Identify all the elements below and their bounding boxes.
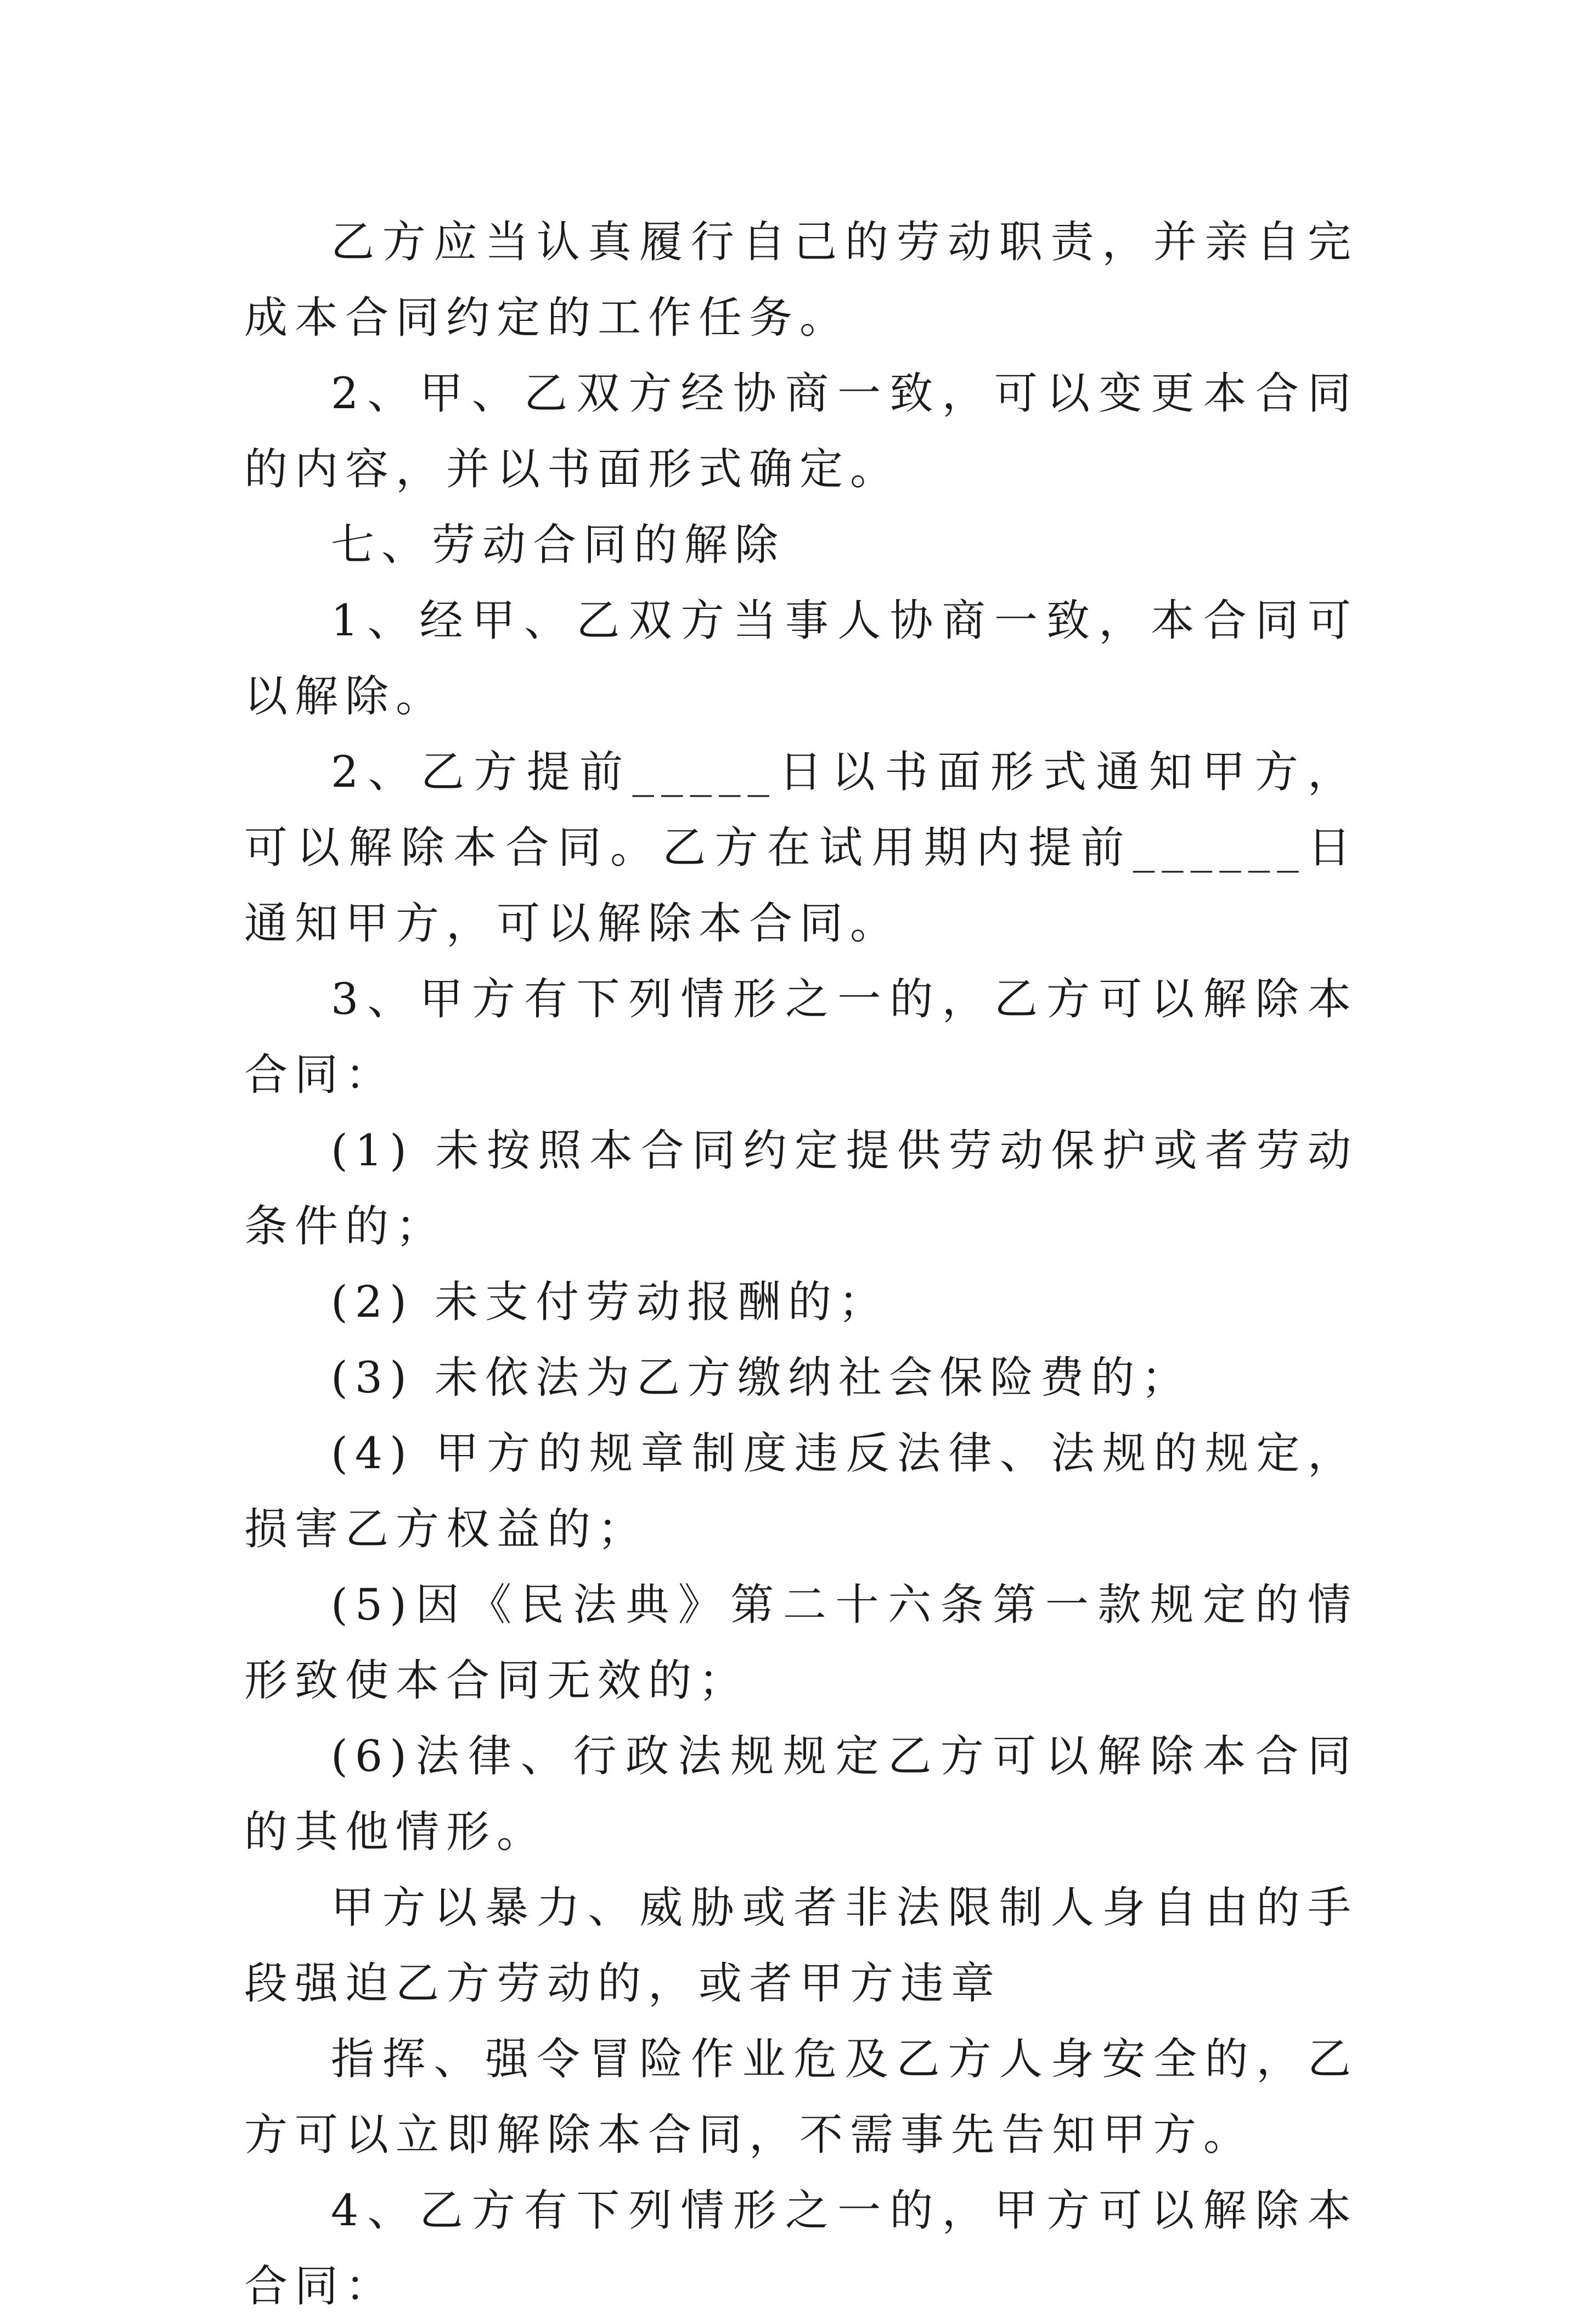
list-item-5: (5)因《民法典》第二十六条第一款规定的情形致使本合同无效的； bbox=[244, 1580, 1358, 1706]
paragraph-employer-circumstances: 3、甲方有下列情形之一的，乙方可以解除本合同： bbox=[244, 974, 1358, 1100]
paragraph-coercion: 甲方以暴力、威胁或者非法限制人身自由的手段强迫乙方劳动的，或者甲方违章 bbox=[244, 1882, 1358, 2009]
list-item-1: (1) 未按照本合同约定提供劳动保护或者劳动条件的； bbox=[244, 1125, 1358, 1251]
document-body bbox=[244, 204, 1358, 2324]
list-item-4: (4) 甲方的规章制度违反法律、法规的规定，损害乙方权益的； bbox=[244, 1428, 1358, 1554]
paragraph-duty: 乙方应当认真履行自己的劳动职责，并亲自完成本合同约定的工作任务。 bbox=[244, 217, 1358, 343]
list-item-3: (3) 未依法为乙方缴纳社会保险费的； bbox=[331, 1352, 1192, 1403]
paragraph-mutual-termination: 1、经甲、乙双方当事人协商一致，本合同可以解除。 bbox=[244, 595, 1358, 721]
paragraph-amendment: 2、甲、乙双方经协商一致，可以变更本合同的内容，并以书面形式确定。 bbox=[244, 368, 1358, 494]
paragraph-notice-termination: 2、乙方提前_____日以书面形式通知甲方，可以解除本合同。乙方在试用期内提前______日通知甲方，可以解除本合同。 bbox=[244, 747, 1358, 949]
section-heading-termination: 七、劳动合同的解除 bbox=[331, 520, 785, 570]
list-item-6: (6)法律、行政法规规定乙方可以解除本合同的其他情形。 bbox=[244, 1731, 1358, 1857]
paragraph-coercion-continued: 指挥、强令冒险作业危及乙方人身安全的，乙方可以立即解除本合同，不需事先告知甲方。 bbox=[244, 2034, 1358, 2160]
list-item-2: (2) 未支付劳动报酬的； bbox=[331, 1277, 889, 1327]
paragraph-employee-circumstances: 4、乙方有下列情形之一的，甲方可以解除本合同： bbox=[244, 2185, 1358, 2311]
